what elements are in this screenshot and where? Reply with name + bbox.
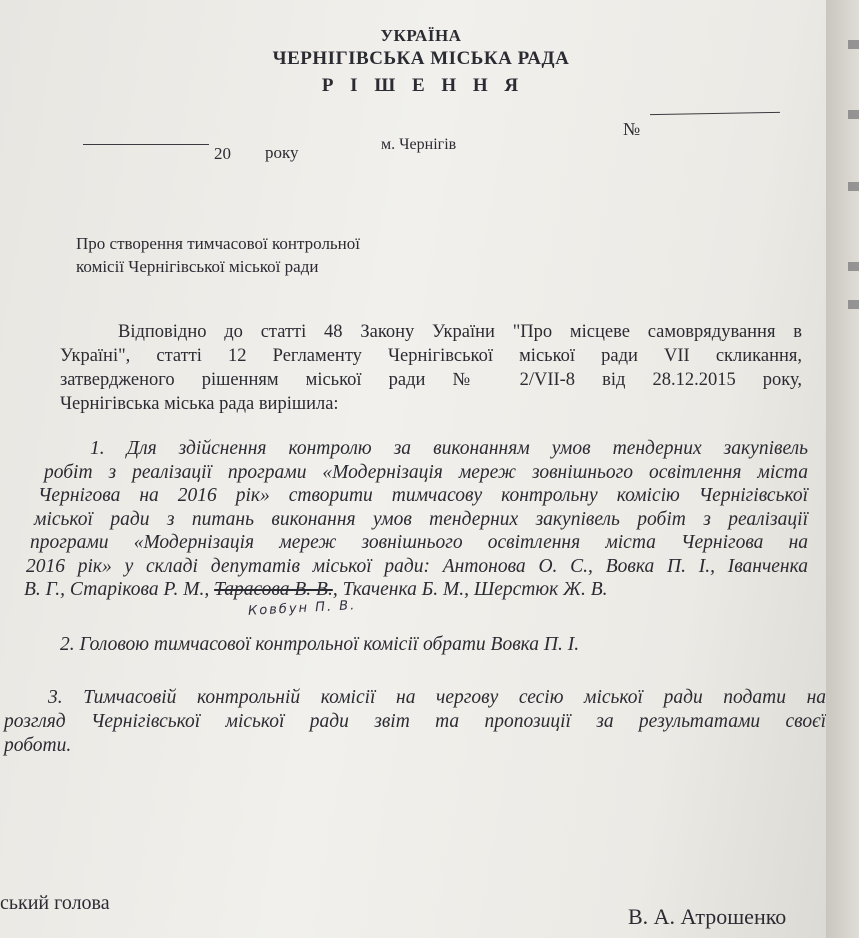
- item1-line-7: [24, 578, 808, 602]
- handwritten-correction: Ковбун П. В.: [247, 598, 357, 619]
- preamble-line-3: затвердженого рішенням міської ради № 2/VII-8 від 28.12.2015 року,: [60, 370, 802, 390]
- struck-name: Тарасова В. В.: [214, 579, 333, 600]
- signature-position: ський голова: [0, 892, 110, 914]
- number-blank-line: [650, 112, 780, 115]
- preamble: [60, 320, 802, 416]
- subject-line-2: комісії Чернігівської міської ради: [76, 257, 319, 276]
- year-word: року: [265, 143, 299, 162]
- subject-line-1: Про створення тимчасової контрольної: [76, 234, 360, 253]
- preamble-line-2: Україні", статті 12 Регламенту Чернігівської міської ради VII скликання,: [60, 346, 802, 366]
- item3-line-2: розгляд Чернігівської міської ради звіт та пропозиції за результатами своєї: [4, 711, 826, 732]
- number-label: №: [623, 119, 641, 139]
- date-blank-line: [83, 144, 209, 145]
- header-council: ЧЕРНІГІВСЬКА МІСЬКА РАДА: [272, 48, 570, 69]
- signature-name: В. А. Атрошенко: [628, 904, 787, 929]
- item-2: 2. Головою тимчасової контрольної комісії обрати Вовка П. І.: [60, 634, 580, 655]
- item1-line-5: програми «Модернізація мереж зовнішнього освітлення міста Чернігова на: [30, 532, 808, 553]
- item3-line-3: роботи.: [4, 735, 72, 756]
- item-1: [24, 437, 808, 602]
- city-label: м. Чернігів: [381, 136, 457, 153]
- header-doc-type: Р І Ш Е Н Н Я: [321, 75, 525, 96]
- preamble-line-4: Чернігівська міська рада вирішила:: [60, 394, 339, 414]
- item1-line-2: робіт з реалізації програми «Модернізація мереж зовнішнього освітлення міста: [44, 461, 808, 483]
- item1-line-1: 1. Для здійснення контролю за виконанням умов тендерних закупівель: [90, 438, 808, 459]
- item1-line-6: 2016 рік» у складі депутатів міської ради: Антонова О. С., Вовка П. І., Іванченка: [26, 555, 808, 577]
- year-prefix: 20: [214, 144, 231, 163]
- preamble-line-1: Відповідно до статті 48 Закону України "Про місцеве самоврядування в: [118, 322, 802, 342]
- item3-line-1: 3. Тимчасовій контрольній комісії на чергову сесію міської ради подати на: [48, 687, 826, 708]
- item1-line-3: Чернігова на 2016 рік» створити тимчасову контрольну комісію Чернігівської: [38, 485, 808, 506]
- item1-line-7b: , Ткаченка Б. М., Шерстюк Ж. В.: [332, 579, 608, 600]
- item1-line-7a: В. Г., Старікова Р. М.,: [24, 579, 210, 600]
- item-3: [0, 686, 826, 758]
- item1-line-4: міської ради з питань виконання умов тендерних закупівель робіт з реалізації: [34, 508, 808, 530]
- underlying-page-edge: [826, 0, 859, 938]
- header-country: УКРАЇНА: [380, 26, 462, 45]
